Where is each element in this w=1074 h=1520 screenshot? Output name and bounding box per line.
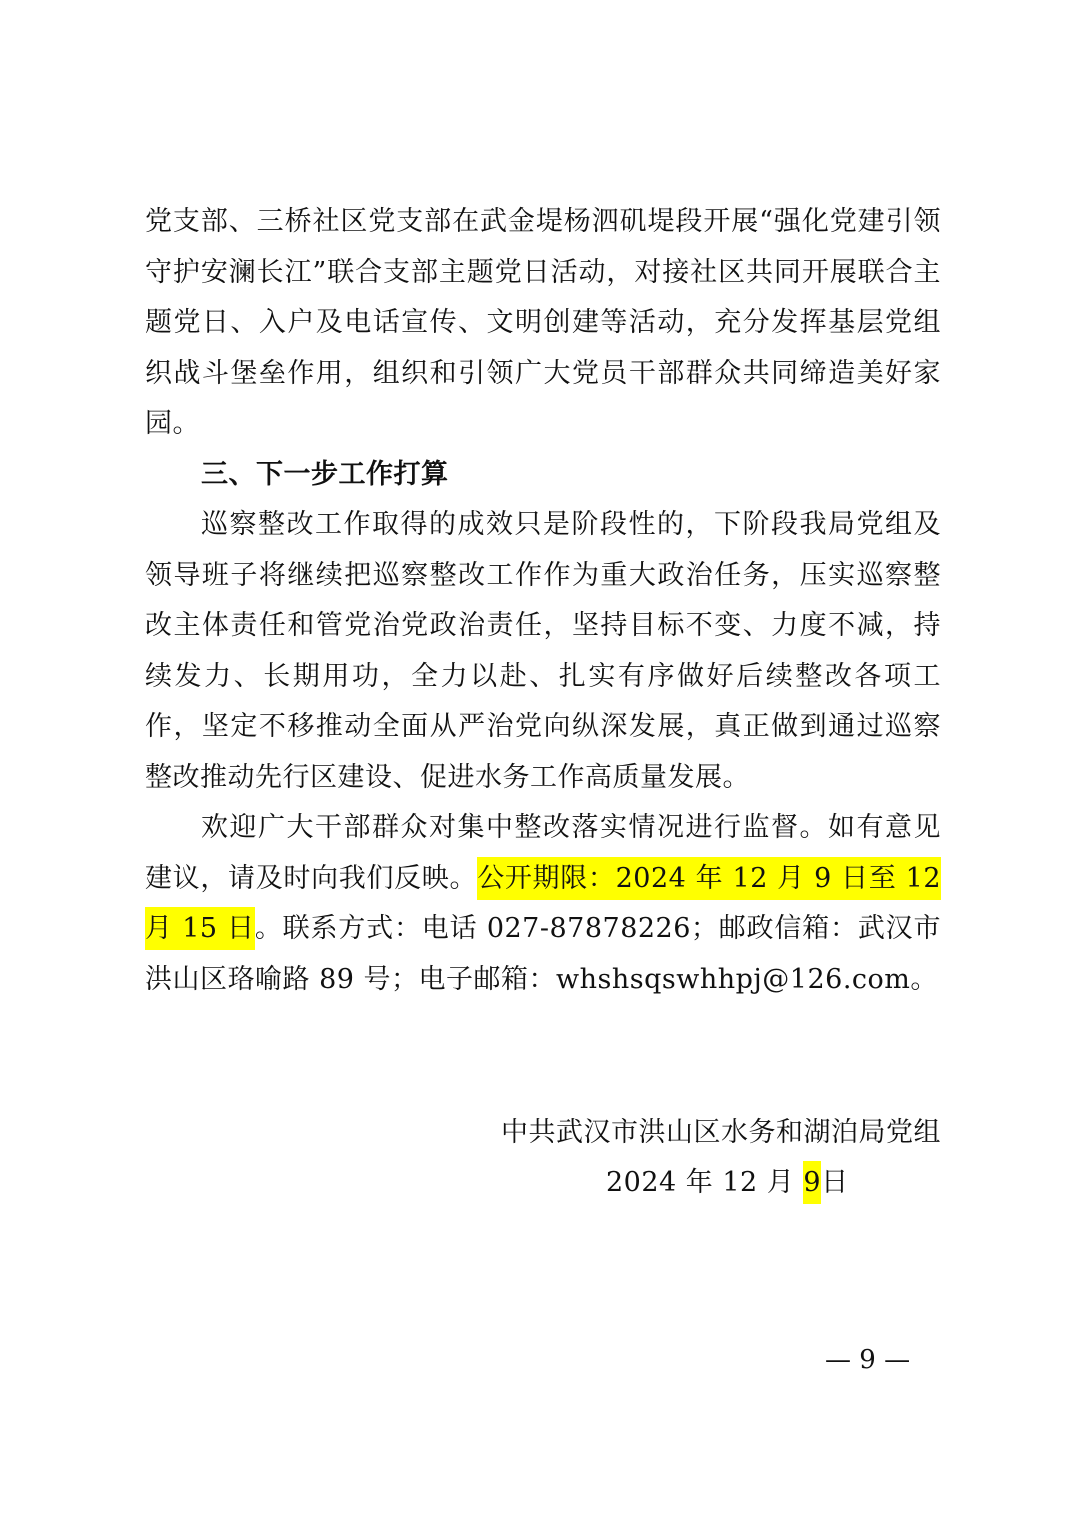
- paragraph-continued: 党支部、三桥社区党支部在武金堤杨泗矶堤段开展“强化党建引领 守护安澜长江”联合支部主题党日活动，对接社区共同开展联合主题党日、入户及电话宣传、文明创建等活动，充分发挥基层党组织战斗堡垒作用，组织和引领广大党员干部群众共同缔造美好家园。: [145, 206, 969, 439]
- section-heading: 三、下一步工作打算: [201, 458, 449, 490]
- paragraph-feedback: [145, 803, 941, 1005]
- document-body: [145, 197, 969, 1005]
- signature-date-prefix: 2024 年 12 月: [606, 1167, 804, 1198]
- paragraph-next-steps: 巡察整改工作取得的成效只是阶段性的，下阶段我局党组及领导班子将继续把巡察整改工作作为重大政治任务，压实巡察整改主体责任和管党治党政治责任，坚持目标不变、力度不减，持续发力、长期用功，全力以赴、扎实有序做好后续整改各项工作，坚定不移推动全面从严治党向纵深发展，真正做到通过巡察整改推动先行区建设、促进水务工作高质量发展。: [145, 509, 941, 793]
- highlighted-date-day: 9: [803, 1161, 821, 1204]
- highlighted-disclosure-period: 公开期限：2024 年 12 月 9 日至 12 月 15 日: [145, 857, 941, 951]
- signature-date-suffix: 日: [821, 1167, 849, 1198]
- signature-date: [606, 1158, 849, 1208]
- page-number: — 9 —: [825, 1345, 911, 1375]
- feedback-intro-text: 欢迎广大干部群众对集中整改落实情况进行监督。如有意见建议，请及时向我们反映。: [145, 812, 941, 894]
- signature-organization: 中共武汉市洪山区水务和湖泊局党组: [501, 1117, 941, 1148]
- contact-info-text: 。联系方式：电话 027-87878226；邮政信箱：武汉市洪山区珞喻路 89 号；电子邮箱：whshsqswhhpj@126.com。: [145, 913, 941, 995]
